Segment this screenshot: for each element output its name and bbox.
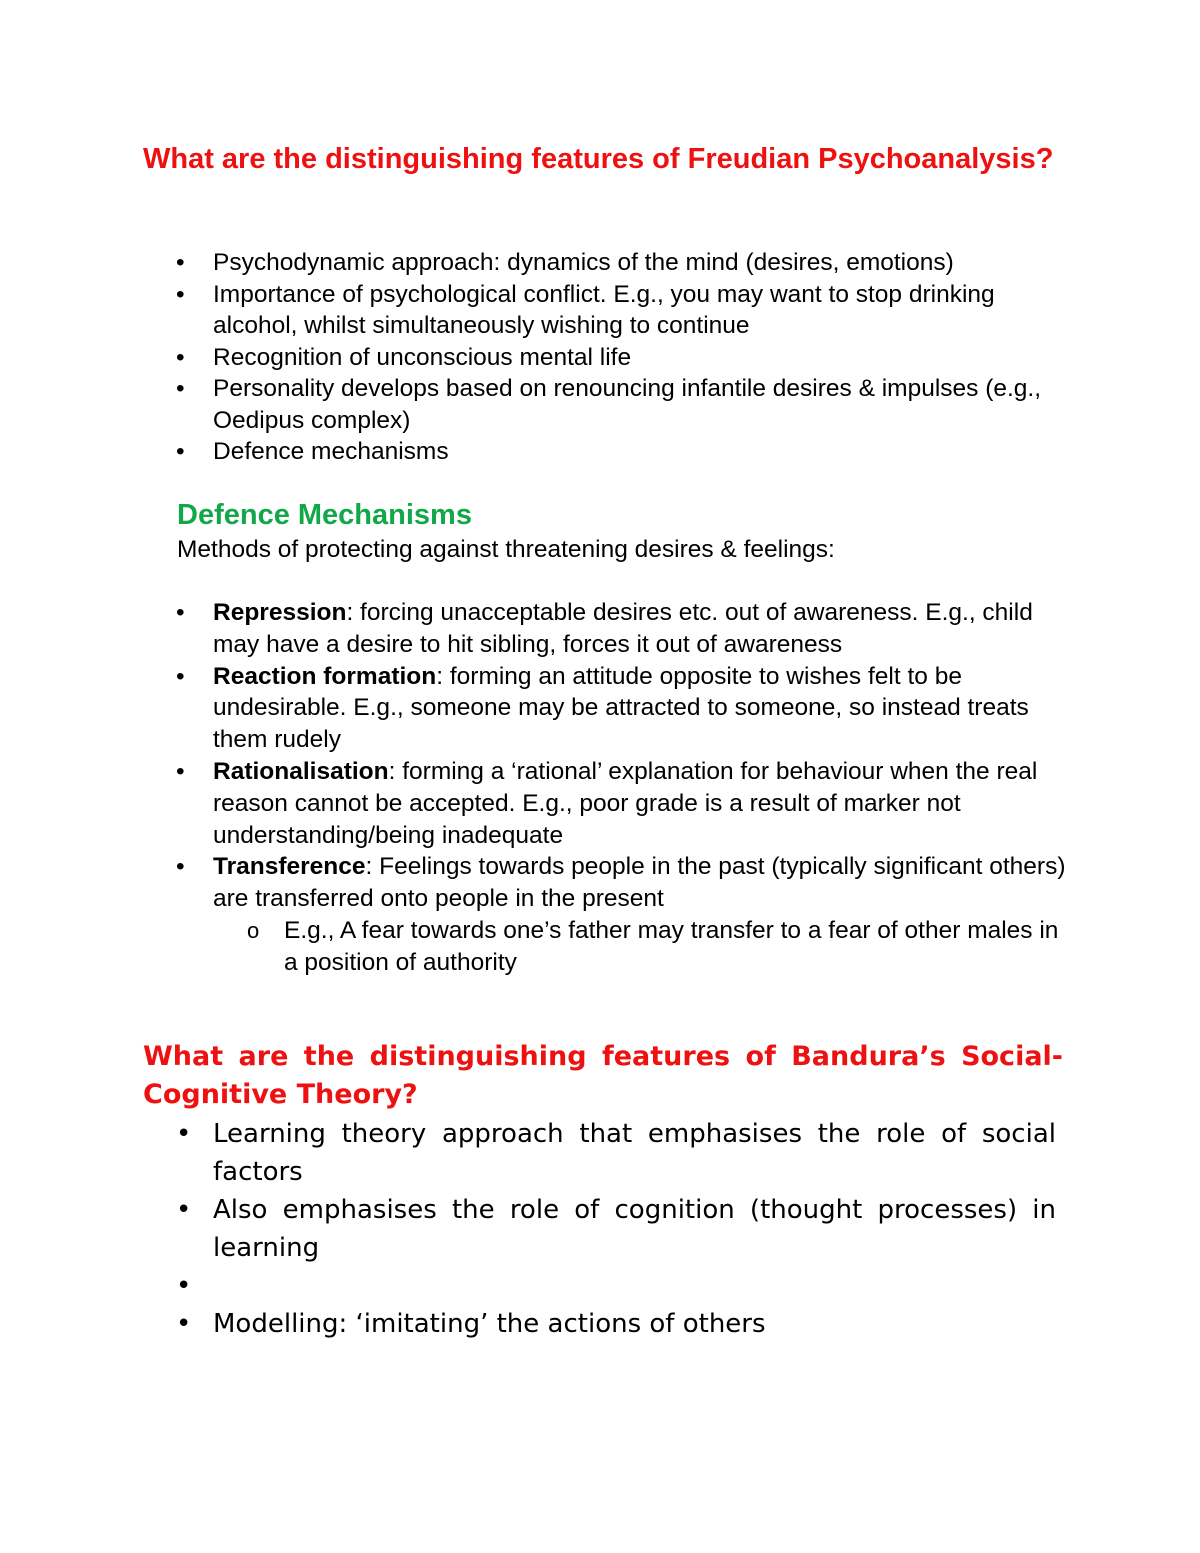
term: Transference bbox=[213, 853, 366, 881]
hollow-bullet-icon: o bbox=[247, 917, 260, 943]
list-item: • Rationalisation: forming a ‘rational’ explanation for behaviour when the real reason cannot be accepted. E.g., poor grade is a result of marker not understanding/being inadequate bbox=[176, 757, 1038, 849]
section2-heading: Defence Mechanisms bbox=[177, 499, 472, 531]
list-item: • Psychodynamic approach: dynamics of the mind (desires, emotions) bbox=[176, 247, 1066, 279]
list-item bbox=[176, 1267, 1056, 1305]
list-item: • Transference: Feelings towards people in the past (typically significant others) are transferred onto people in the present o E.g., A fear towards one’s father may transfer to a fear of other males in a position of authority bbox=[176, 851, 1066, 978]
bandura-features-list bbox=[176, 1115, 1056, 1343]
section2-intro: Methods of protecting against threatening desires & feelings: bbox=[177, 536, 835, 563]
list-item: • Recognition of unconscious mental life bbox=[176, 342, 1066, 374]
bullet-icon: • bbox=[176, 599, 185, 626]
list-item: • Learning theory approach that emphasises the role of social factors bbox=[176, 1115, 1056, 1191]
bullet-icon: • bbox=[176, 1195, 192, 1225]
section1-heading: What are the distinguishing features of Freudian Psychoanalysis? bbox=[143, 143, 1054, 175]
bullet-icon: • bbox=[176, 1309, 192, 1339]
section3-heading: What are the distinguishing features of Bandura’s Social-Cognitive Theory? bbox=[143, 1041, 1063, 1110]
list-item: • Modelling: ‘imitating’ the actions of others bbox=[176, 1305, 1056, 1343]
term: Rationalisation bbox=[213, 757, 389, 785]
list-item: • Also emphasises the role of cognition (thought processes) in learning bbox=[176, 1191, 1056, 1267]
bullet-icon: • bbox=[176, 757, 185, 785]
bullet-icon: • bbox=[176, 280, 185, 308]
bullet-icon: • bbox=[176, 1271, 192, 1301]
term: Reaction formation bbox=[213, 662, 437, 690]
term: Repression bbox=[213, 599, 347, 626]
list-item: • Defence mechanisms bbox=[176, 436, 1066, 468]
bullet-icon: • bbox=[176, 1119, 192, 1149]
bullet-icon: • bbox=[176, 249, 185, 276]
bullet-icon: • bbox=[176, 438, 185, 465]
list-item: • Importance of psychological conflict. E.g., you may want to stop drinking alcohol, whilst simultaneously wishing to continue bbox=[176, 280, 995, 339]
defence-mechanisms-list bbox=[176, 597, 1066, 979]
list-item: • Repression: forcing unacceptable desires etc. out of awareness. E.g., child may have a desire to hit sibling, forces it out of awareness bbox=[176, 599, 1033, 658]
list-item: • Personality develops based on renouncing infantile desires & impulses (e.g., Oedipus complex) bbox=[176, 375, 1042, 434]
list-item: • Reaction formation: forming an attitude opposite to wishes felt to be undesirable. E.g., someone may be attracted to someone, so instead treats them rudely bbox=[176, 662, 1029, 754]
freud-features-list bbox=[176, 247, 1066, 468]
bullet-icon: • bbox=[176, 375, 185, 402]
bullet-icon: • bbox=[176, 853, 185, 881]
sub-list-item: o E.g., A fear towards one’s father may transfer to a fear of other males in a position of authority bbox=[247, 916, 1059, 976]
bullet-icon: • bbox=[176, 662, 185, 690]
bullet-icon: • bbox=[176, 343, 185, 371]
